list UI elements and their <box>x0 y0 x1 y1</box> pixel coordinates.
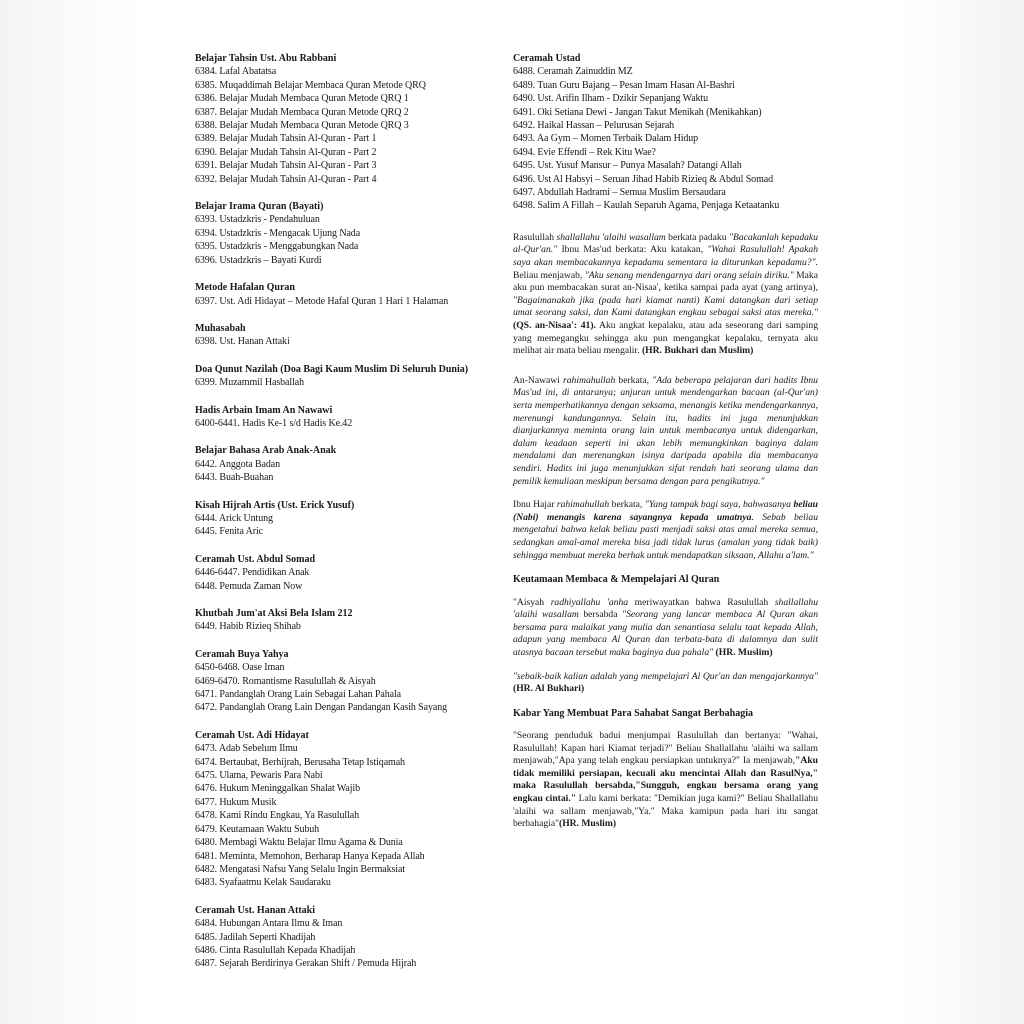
list-item: 6478. Kami Rindu Engkau, Ya Rasulullah <box>195 810 359 822</box>
text-run: "Seorang yang lancar membaca Al Quran akan bersama para malaikat yang mulia dan senantiasa selalu taat kepada Allah, adapun yang membaca Al Quran dan terbata-bata di dalamnya dan sulit atasnya bacaan tersebut maka baginya dua pahala" <box>513 609 818 658</box>
list-item: 6397. Ust. Adi Hidayat – Metode Hafal Quran 1 Hari 1 Halaman <box>195 295 449 307</box>
section <box>195 444 500 484</box>
text-run: Ibnu Mas'ud berkata: Aku katakan, <box>557 244 708 256</box>
list-item: 6490. Ust. Arifin Ilham - Dzikir Sepanjang Waktu <box>513 93 709 105</box>
heading-kabar: Kabar Yang Membuat Para Sahabat Sangat Berbahagia <box>513 707 754 719</box>
nawawi-paragraph <box>513 375 818 488</box>
ibnu-hajar-paragraph <box>513 499 818 562</box>
section-ceramah-ustad <box>513 52 818 213</box>
list-item: 6483. Syafaatmu Kelak Saudaraku <box>195 877 331 889</box>
list-item: 6481. Meminta, Memohon, Berharap Hanya Kepada Allah <box>195 850 425 862</box>
list-item: 6475. Ulama, Pewaris Para Nabi <box>195 770 323 782</box>
section <box>195 363 500 390</box>
list-item: 6386. Belajar Mudah Membaca Quran Metode QRQ 1 <box>195 93 409 105</box>
list-item: 6487. Sejarah Berdirinya Gerakan Shift / Pemuda Hijrah <box>195 958 417 970</box>
text-run: shallallahu 'alaihi wasallam <box>513 596 818 621</box>
text-run: (HR. Al Bukhari) <box>513 683 585 695</box>
text-run: "Bacakanlah kepadaku al-Qur'an." <box>513 231 818 256</box>
left-column <box>195 52 500 985</box>
list-item: 6445. Fenita Aric <box>195 526 264 538</box>
list-item: 6385. Muqaddimah Belajar Membaca Quran Metode QRQ <box>195 79 426 91</box>
list-item: 6491. Oki Setiana Dewi - Jangan Takut Menikah (Menikahkan) <box>513 106 762 118</box>
text-run: bersabda <box>578 609 623 621</box>
text-run: beliau (Nabi) menangis karena sayangnya kepada umatnya <box>513 499 818 523</box>
list-item: 6469-6470. Romantisme Rasulullah & Aisyah <box>195 675 376 687</box>
text-run: (QS. an-Nisaa': 41). <box>513 320 596 332</box>
list-item: 6443. Buah-Buahan <box>195 472 274 484</box>
list-item: 6449. Habib Rizieq Shihab <box>195 621 301 633</box>
section <box>195 200 500 267</box>
text-run: "Aku senang mendengarnya dari orang selain diriku." <box>584 269 794 281</box>
text-run: (HR. Bukhari dan Muslim) <box>641 345 754 357</box>
right-column <box>513 52 818 842</box>
text-run: berkata padaku <box>665 231 729 243</box>
list-item: 6387. Belajar Mudah Membaca Quran Metode QRQ 2 <box>195 106 409 118</box>
section-heading: Ceramah Ustad <box>513 53 581 64</box>
hadith-paragraph-1 <box>513 232 818 358</box>
list-item: 6488. Ceramah Zainuddin MZ <box>513 66 633 78</box>
text-run: . Sebab beliau mengetahui bahwa kelak beliau pasti menjadi saksi atas amal mereka semua, sedangkan amal-amal mereka bisa jadi tidak lurus (amalan yang tidak baik) sehingga membuat mereka berhak untuk mendapatkan siksaan, Allahu a'lam." <box>513 511 818 561</box>
list-item: 6444. Arick Untung <box>195 512 273 524</box>
section-heading: Belajar Bahasa Arab Anak-Anak <box>195 445 337 457</box>
bukhari-paragraph <box>513 671 818 696</box>
text-run: radhiyallahu 'anha <box>550 596 629 608</box>
section <box>195 607 500 634</box>
section-heading: Khutbah Jum'at Aksi Bela Islam 212 <box>195 608 353 619</box>
text-run: "Wahai Rasulullah! Apakah saya akan membacakannya kepadamu sementara ia diturunkan kepadamu?". <box>513 244 818 269</box>
list-item: 6486. Cinta Rasulullah Kepada Khadijah <box>195 944 356 956</box>
list-item: 6384. Lafal Abatatsa <box>195 66 277 78</box>
list-item: 6448. Pemuda Zaman Now <box>195 580 303 592</box>
list-item: 6480. Membagi Waktu Belajar Ilmu Agama & Dunia <box>195 837 403 849</box>
text-run: "Aku tidak memiliki persiapan, kecuali aku mencintai Allah dan RasulNya," maka Rasulullah bersabda,"Sungguh, engkau bersama orang yang engkau cintai." <box>513 755 818 805</box>
list-item: 6489. Tuan Guru Bajang – Pesan Imam Hasan Al-Bashri <box>513 79 735 91</box>
text-run: rahimahullah <box>556 499 610 511</box>
list-item: 6498. Salim A Fillah – Kaulah Separuh Agama, Penjaga Ketaatanku <box>513 200 780 212</box>
section <box>195 553 500 593</box>
section-heading: Muhasabah <box>195 322 246 334</box>
text-run: Lalu kami berkata: "Demikian juga kami?" Beliau Shallallahu 'alaihi wa sallam menjawab,"Ya." Maka kamipun pada hari itu sangat berbahagia" <box>513 793 818 830</box>
text-run: "Aisyah <box>513 596 551 608</box>
list-item: 6477. Hukum Musik <box>195 796 277 808</box>
aisyah-paragraph <box>513 597 818 660</box>
list-item: 6388. Belajar Mudah Membaca Quran Metode QRQ 3 <box>195 120 409 132</box>
section-heading: Ceramah Ust. Abdul Somad <box>195 553 316 565</box>
list-item: 6471. Pandanglah Orang Lain Sebagai Lahan Pahala <box>195 689 401 701</box>
list-item: 6390. Belajar Mudah Tahsin Al-Quran - Part 2 <box>195 146 377 158</box>
list-item: 6492. Haikal Hassan – Pelurusan Sejarah <box>513 120 675 132</box>
section-heading: Hadis Arbain Imam An Nawawi <box>195 404 333 416</box>
item-list <box>513 65 818 212</box>
text-run: "Bagaimanakah jika (pada hari kiamat nanti) Kami datangkan dari setiap umat seorang saksi, dan Kami datangkan engkau sebagai saksi atas mereka." <box>513 294 818 319</box>
text-run: Aku angkat kepalaku, atau ada seseorang dari samping yang memegangku sehingga aku pun mengangkat kepalaku, ternyata aku melihat air mata beliau mengalir. <box>513 320 818 357</box>
list-item: 6473. Adab Sebelum Ilmu <box>195 743 298 755</box>
section <box>195 281 500 308</box>
section-heading: Ceramah Ust. Adi Hidayat <box>195 729 309 741</box>
heading-keutamaan: Keutamaan Membaca & Mempelajari Al Quran <box>513 574 720 586</box>
list-item: 6484. Hubungan Antara Ilmu & Iman <box>195 918 343 930</box>
list-item: 6496. Ust Al Habsyi – Seruan Jihad Habib Rizieq & Abdul Somad <box>513 173 773 185</box>
text-run: Beliau menjawab, <box>513 269 585 281</box>
text-run: "Seorang penduduk badui menjumpai Rasulullah dan bertanya: "Wahai, Rasulullah! Kapan hari Kiamat terjadi?" Beliau Shallallahu 'alaihi wa sallam menjawab,"Apa yang telah engkau persiapkan untuknya?" Ia menjawab, <box>513 730 818 767</box>
list-item: 6495. Ust. Yusuf Mansur – Punya Masalah? Datangi Allah <box>513 160 742 172</box>
text-run: berkata, <box>609 499 645 511</box>
text-run: rahimahullah <box>563 374 616 386</box>
list-item: 6497. Abdullah Hadrami – Semua Muslim Bersaudara <box>513 187 726 199</box>
section-heading: Kisah Hijrah Artis (Ust. Erick Yusuf) <box>195 499 355 511</box>
section-heading: Metode Hafalan Quran <box>195 282 295 294</box>
text-run: An-Nawawi <box>513 374 564 386</box>
list-item: 6474. Bertaubat, Berhijrah, Berusaha Tetap Istiqamah <box>195 756 405 768</box>
list-item: 6392. Belajar Mudah Tahsin Al-Quran - Part 4 <box>195 173 377 185</box>
list-item: 6396. Ustadzkris – Bayati Kurdi <box>195 254 322 266</box>
text-run: Ibnu Hajar <box>513 499 557 511</box>
section-heading: Ceramah Ust. Hanan Attaki <box>195 904 316 916</box>
text-run: "Yang tampak bagi saya, bahwasanya <box>644 499 794 511</box>
section <box>195 404 500 431</box>
list-item: 6442. Anggota Badan <box>195 458 281 470</box>
list-item: 6494. Evie Effendi – Rek Kitu Wae? <box>513 146 656 158</box>
text-run: berkata, <box>615 374 653 386</box>
list-item: 6395. Ustadzkris - Menggabungkan Nada <box>195 241 359 253</box>
section <box>195 322 500 349</box>
text-run: (HR. Muslim) <box>713 646 773 658</box>
list-item: 6398. Ust. Hanan Attaki <box>195 336 290 348</box>
list-item: 6472. Pandanglah Orang Lain Dengan Pandangan Kasih Sayang <box>195 702 448 714</box>
section <box>195 904 500 971</box>
text-run: (HR. Muslim) <box>559 818 617 830</box>
list-item: 6493. Aa Gym – Momen Terbaik Dalam Hidup <box>513 133 699 145</box>
section <box>195 648 500 715</box>
text-run: Rasulullah <box>513 231 557 243</box>
badui-paragraph <box>513 730 818 831</box>
section <box>195 52 500 186</box>
text-run: shallallahu 'alaihi wasallam <box>556 231 666 243</box>
text-run: Maka aku pun membacakan surat an-Nisaa', ketika sampai pada ayat (yang artinya), <box>513 269 818 294</box>
list-item: 6476. Hukum Meninggalkan Shalat Wajib <box>195 783 361 795</box>
section-heading: Belajar Tahsin Ust. Abu Rabbani <box>195 53 337 64</box>
text-run: meriwayatkan bahwa Rasulullah <box>628 596 775 608</box>
list-item: 6450-6468. Oase Iman <box>195 662 285 674</box>
list-item: 6394. Ustadzkris - Mengacak Ujung Nada <box>195 227 361 239</box>
section <box>195 499 500 539</box>
section <box>195 729 500 890</box>
list-item: 6479. Keutamaan Waktu Subuh <box>195 823 320 835</box>
list-item: 6400-6441. Hadis Ke-1 s/d Hadis Ke.42 <box>195 417 353 429</box>
list-item: 6391. Belajar Mudah Tahsin Al-Quran - Part 3 <box>195 160 377 172</box>
section-heading: Ceramah Buya Yahya <box>195 648 289 660</box>
list-item: 6485. Jadilah Seperti Khadijah <box>195 931 316 943</box>
list-item: 6446-6447. Pendidikan Anak <box>195 567 310 579</box>
list-item: 6482. Mengatasi Nafsu Yang Selalu Ingin Bermaksiat <box>195 863 405 875</box>
list-item: 6393. Ustadzkris - Pendahuluan <box>195 214 320 226</box>
list-item: 6389. Belajar Mudah Tahsin Al-Quran - Part 1 <box>195 133 377 145</box>
list-item: 6399. Muzammil Hasballah <box>195 377 304 389</box>
section-heading: Belajar Irama Quran (Bayati) <box>195 201 324 213</box>
text-run: "Ada beberapa pelajaran dari hadits Ibnu Mas'ud ini, di antaranya; anjuran untuk mendengarkan bacaan (al-Qur'an) serta memperhatikannya dengan seksama, menangis ketika mendengarkannya, merenungi kandungannya. Selain itu, hadits ini juga menunjukkan dianjurkannya meminta orang lain untuk membacanya untuk didengarkan, dalam keadaan seperti ini akan lebih memungkinkan baginya dalam mendalami dan merenungkan isinya daripada apabila dia membacanya sendiri. Hadits ini juga menunjukkan sifat rendah hati seorang ulama dan pemilik kemuliaan meskipun bersama dengan para pengikutnya." <box>513 374 818 487</box>
section-heading: Doa Qunut Nazilah (Doa Bagi Kaum Muslim Di Seluruh Dunia) <box>195 363 469 375</box>
text-run: "sebaik-baik kalian adalah yang mempelajari Al Qur'an dan mengajarkannya" <box>513 670 818 682</box>
